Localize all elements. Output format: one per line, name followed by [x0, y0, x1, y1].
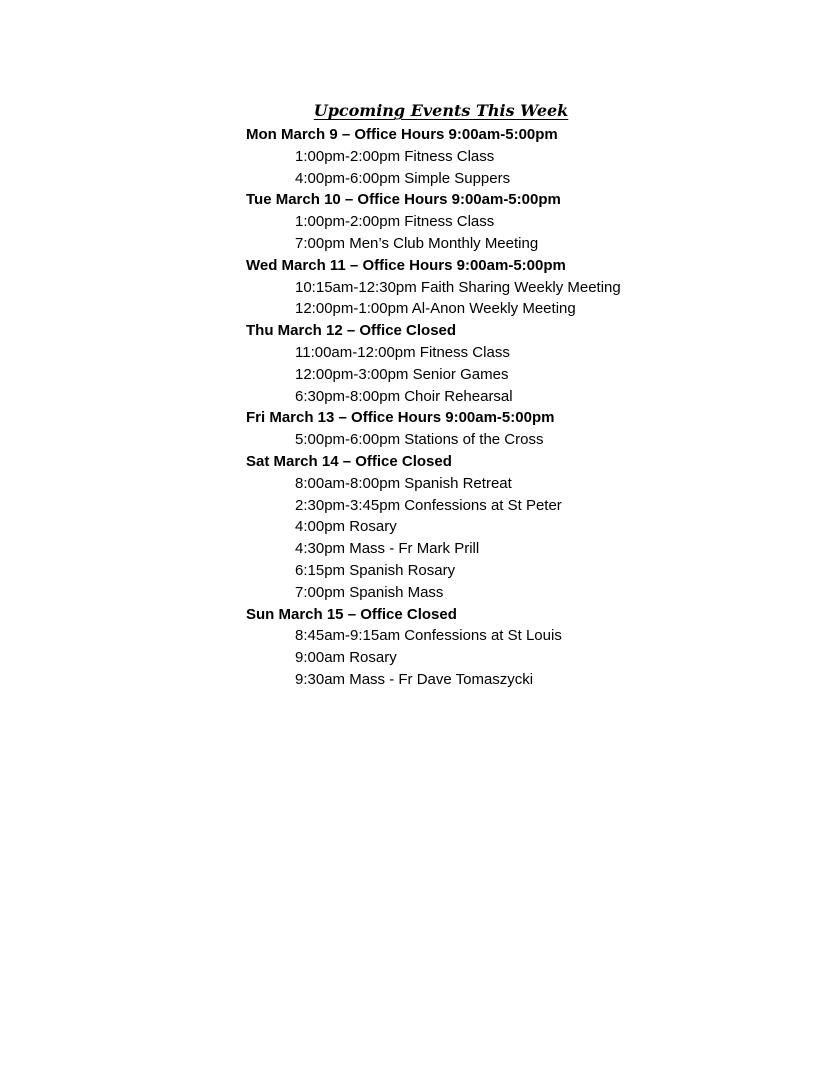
- event-item: 6:15pm Spanish Rosary: [295, 561, 456, 579]
- event-item: 8:45am-9:15am Confessions at St Louis: [295, 627, 562, 645]
- event-item: 1:00pm-2:00pm Fitness Class: [295, 213, 495, 231]
- day-header: Tue March 10 – Office Hours 9:00am-5:00pm: [246, 191, 561, 209]
- day-header: Sun March 15 – Office Closed: [246, 605, 457, 623]
- event-item: 4:00pm-6:00pm Simple Suppers: [295, 169, 511, 187]
- event-item: 7:00pm Men’s Club Monthly Meeting: [295, 234, 539, 252]
- event-item: 10:15am-12:30pm Faith Sharing Weekly Meeting: [295, 278, 621, 296]
- day-header: Wed March 11 – Office Hours 9:00am-5:00pm: [246, 256, 566, 274]
- event-item: 11:00am-12:00pm Fitness Class: [295, 343, 510, 361]
- day-header: Fri March 13 – Office Hours 9:00am-5:00pm: [246, 409, 555, 427]
- event-schedule: [246, 124, 806, 691]
- day-header: Thu March 12 – Office Closed: [246, 322, 457, 340]
- event-item: 7:00pm Spanish Mass: [295, 583, 444, 601]
- event-item: 9:30am Mass - Fr Dave Tomaszycki: [295, 670, 534, 688]
- event-item: 8:00am-8:00pm Spanish Retreat: [295, 474, 512, 492]
- event-item: 4:30pm Mass - Fr Mark Prill: [295, 540, 480, 558]
- event-item: 9:00am Rosary: [295, 649, 397, 667]
- day-header: Sat March 14 – Office Closed: [246, 452, 452, 470]
- event-item: 12:00pm-3:00pm Senior Games: [295, 365, 509, 383]
- event-item: 6:30pm-8:00pm Choir Rehearsal: [295, 387, 513, 405]
- event-item: 5:00pm-6:00pm Stations of the Cross: [295, 431, 544, 449]
- event-item: 4:00pm Rosary: [295, 518, 397, 536]
- page-title: Upcoming Events This Week: [313, 101, 569, 120]
- day-header: Mon March 9 – Office Hours 9:00am-5:00pm: [246, 126, 558, 143]
- event-item: 12:00pm-1:00pm Al-Anon Weekly Meeting: [295, 300, 576, 318]
- event-item: 1:00pm-2:00pm Fitness Class: [295, 147, 495, 165]
- event-item: 2:30pm-3:45pm Confessions at St Peter: [295, 496, 562, 514]
